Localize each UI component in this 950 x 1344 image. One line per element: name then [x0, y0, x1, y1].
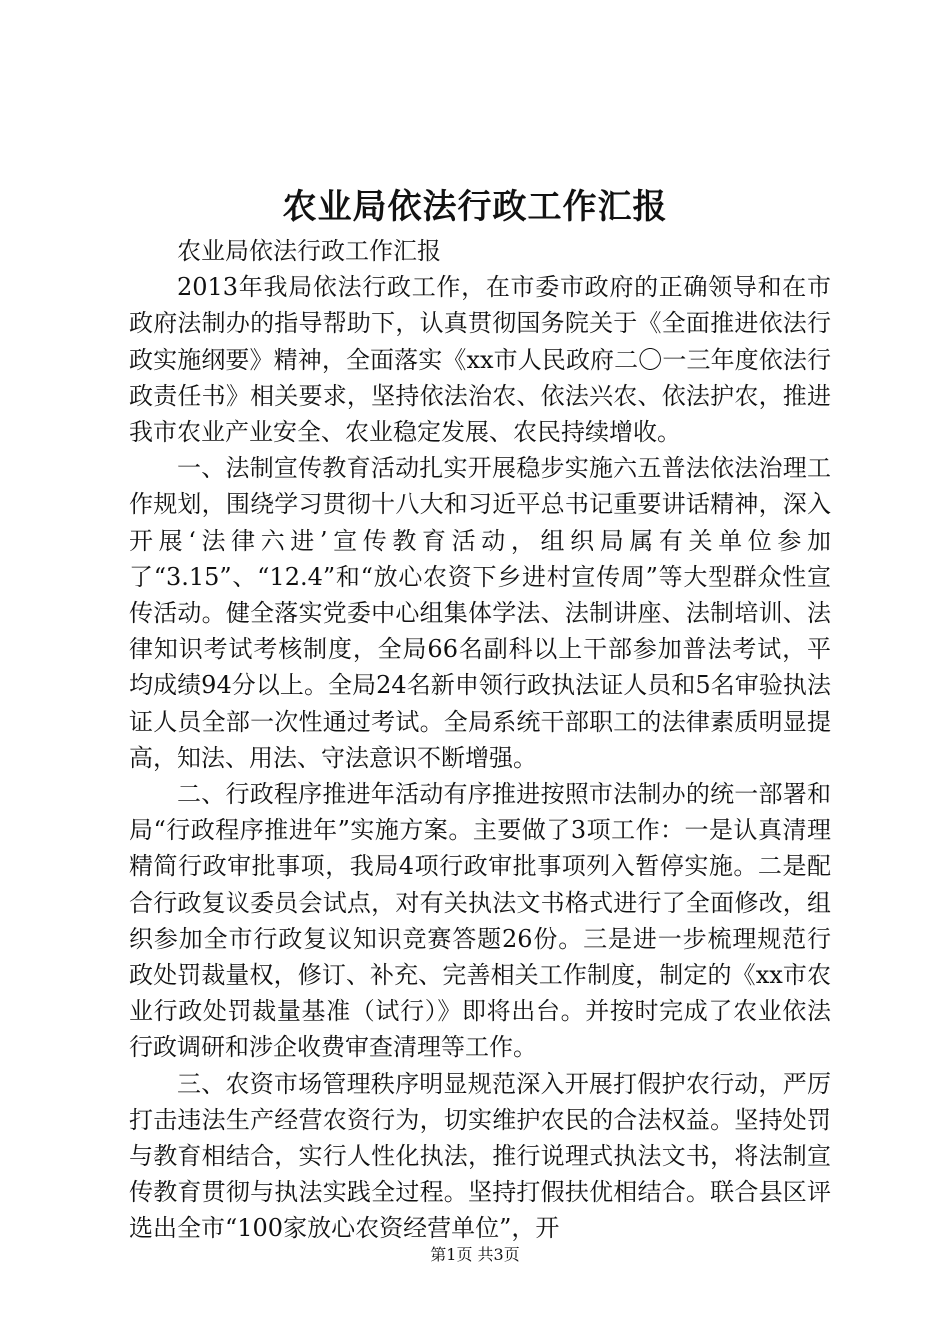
intro-paragraph: 2013年我局依法行政工作，在市委市政府的正确领导和在市政府法制办的指导帮助下，认真贯彻国务院关于《全面推进依法行政实施纲要》精神，全面落实《xx市人民政府二〇一三年度依法行政责任书》相关要求，坚持依法治农、依法兴农、依法护农，推进我市农业产业安全、农业稳定发展、农民持续增收。 [129, 273, 831, 447]
section-two-paragraph: 二、行政程序推进年活动有序推进按照市法制办的统一部署和局“行政程序推进年”实施方案。主要做了3项工作：一是认真清理精简行政审批事项，我局4项行政审批事项列入暂停实施。二是配合行政复议委员会试点，对有关执法文书格式进行了全面修改，组织参加全市行政复议知识竞赛答题26份。三是进一步梳理规范行政处罚裁量权，修订、补充、完善相关工作制度，制定的《xx市农业行政处罚裁量基准（试行）》即将出台。并按时完成了农业依法行政调研和涉企收费审查清理等工作。 [129, 780, 831, 1062]
document-body [129, 233, 831, 1247]
section-three-paragraph: 三、农资市场管理秩序明显规范深入开展打假护农行动，严厉打击违法生产经营农资行为，切实维护农民的合法权益。坚持处罚与教育相结合，实行人性化执法，推行说理式执法文书，将法制宣传教育贯彻与执法实践全过程。坚持打假扶优相结合。联合县区评选出全市“100家放心农资经营单位”，开 [129, 1069, 831, 1243]
page-number-footer: 第1页 共3页 [430, 1245, 520, 1264]
subtitle-paragraph: 农业局依法行政工作汇报 [177, 237, 441, 265]
document-title: 农业局依法行政工作汇报 [282, 187, 668, 227]
section-one-paragraph: 一、法制宣传教育活动扎实开展稳步实施六五普法依法治理工作规划，围绕学习贯彻十八大和习近平总书记重要讲话精神，深入开展‘法律六进’宣传教育活动，组织局属有关单位参加了“3.15”、“12.4”和“放心农资下乡进村宣传周”等大型群众性宣传活动。健全落实党委中心组集体学法、法制讲座、法制培训、法律知识考试考核制度，全局66名副科以上干部参加普法考试，平均成绩94分以上。全局24名新申领行政执法证人员和5名审验执法证人员全部一次性通过考试。全局系统干部职工的法律素质明显提高，知法、用法、守法意识不断增强。 [129, 454, 831, 772]
